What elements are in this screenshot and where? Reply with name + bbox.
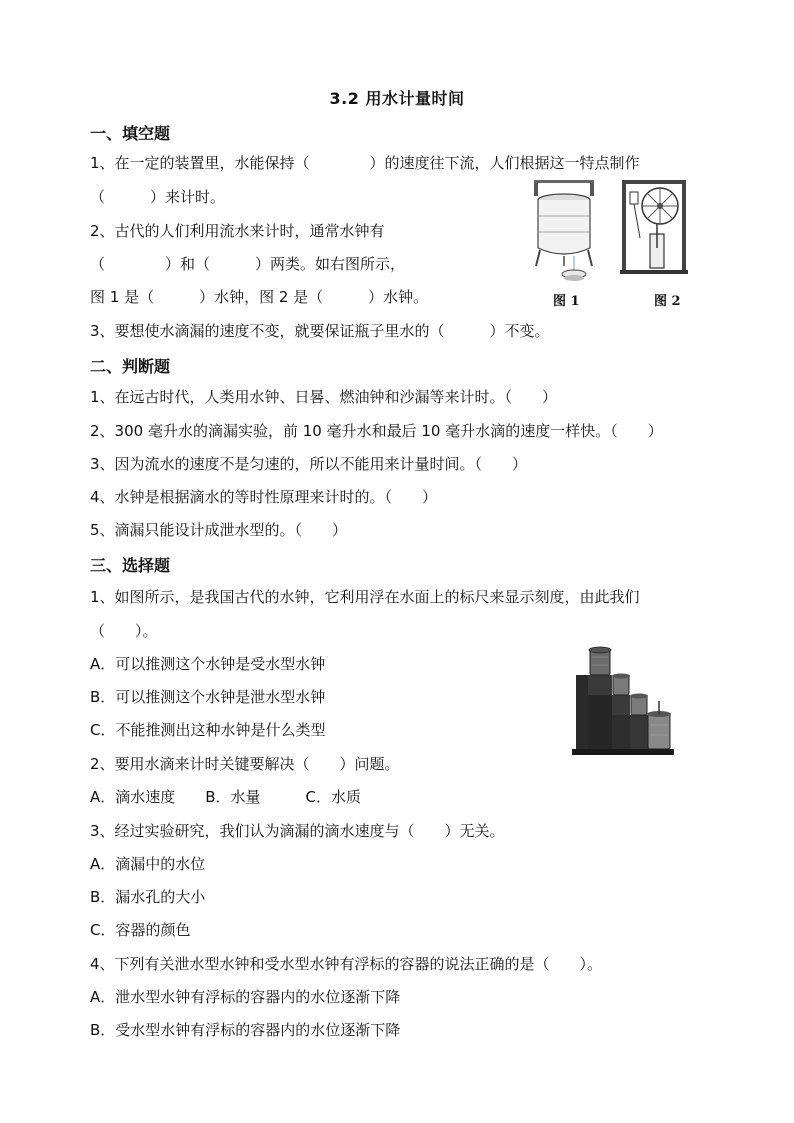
- question-text: 2、要用水滴来计时关键要解决（ ）问题。: [90, 755, 400, 773]
- choice-option: C．不能推测出这种水钟是什么类型: [90, 721, 326, 739]
- choice-option: A．滴漏中的水位: [90, 855, 206, 873]
- question-text: 3、要想使水滴漏的速度不变，就要保证瓶子里水的（ ）不变。: [90, 322, 550, 340]
- choice-option: C．容器的颜色: [90, 921, 191, 939]
- section-heading-multiple-choice: 三、选择题: [90, 556, 171, 575]
- true-false-item: 2、300 毫升水的滴漏实验，前 10 毫升水和最后 10 毫升水滴的速度一样快。（ ）: [90, 422, 663, 440]
- question-text: （ ）和（ ）两类。如右图所示，: [90, 255, 406, 273]
- question-text: 2、古代的人们利用流水来计时，通常水钟有: [90, 222, 385, 240]
- choice-option: B．可以推测这个水钟是泄水型水钟: [90, 688, 326, 706]
- question-text: （ ）来计时。: [90, 188, 226, 206]
- question-text: 图 1 是（ ）水钟，图 2 是（ ）水钟。: [90, 288, 429, 306]
- question-text: 1、在一定的装置里，水能保持（ ）的速度往下流，人们根据这一特点制作: [90, 154, 640, 172]
- inflow-water-clock-figure: [620, 178, 688, 278]
- question-text: 1、如图所示，是我国古代的水钟，它利用浮在水面上的标尺来显示刻度，由此我们: [90, 588, 640, 606]
- choice-options: A．滴水速度 B．水量 C．水质: [90, 788, 362, 806]
- outflow-water-clock-figure: [530, 178, 602, 284]
- true-false-item: 1、在远古时代，人类用水钟、日晷、燃油钟和沙漏等来计时。（ ）: [90, 388, 558, 406]
- true-false-item: 5、滴漏只能设计成泄水型的。（ ）: [90, 521, 348, 539]
- question-text: （ ）。: [90, 622, 158, 640]
- question-text: 3、经过实验研究，我们认为滴漏的滴水速度与（ ）无关。: [90, 822, 505, 840]
- choice-option: B．受水型水钟有浮标的容器内的水位逐渐下降: [90, 1021, 401, 1039]
- true-false-item: 4、水钟是根据滴水的等时性原理来计时的。（ ）: [90, 488, 438, 506]
- section-heading-true-false: 二、判断题: [90, 357, 171, 376]
- figure-2-caption: 图 2: [654, 294, 681, 309]
- choice-option: A．可以推测这个水钟是受水型水钟: [90, 655, 326, 673]
- section-heading-fill-blank: 一、填空题: [90, 124, 171, 143]
- figure-1-caption: 图 1: [553, 294, 580, 309]
- question-text: 4、下列有关泄水型水钟和受水型水钟有浮标的容器的说法正确的是（ ）。: [90, 955, 603, 973]
- choice-option: B．漏水孔的大小: [90, 888, 206, 906]
- choice-option: A．泄水型水钟有浮标的容器内的水位逐渐下降: [90, 988, 401, 1006]
- tiered-water-clock-figure: [568, 645, 678, 760]
- true-false-item: 3、因为流水的速度不是匀速的，所以不能用来计量时间。（ ）: [90, 455, 528, 473]
- page-title: 3.2 用水计量时间: [329, 89, 465, 108]
